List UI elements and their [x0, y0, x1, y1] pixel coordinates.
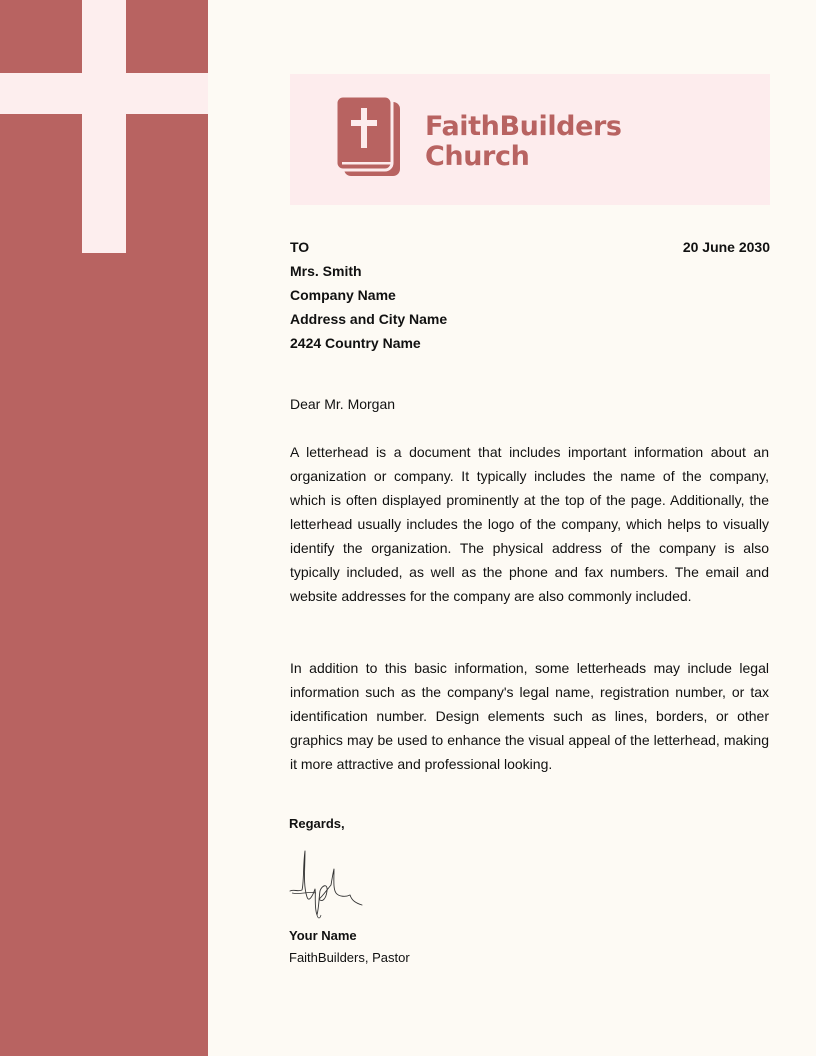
sender-name: Your Name — [289, 928, 357, 943]
recipient-company: Company Name — [290, 287, 396, 303]
cross-vertical-bar — [82, 0, 126, 253]
bible-cross-icon — [336, 96, 402, 178]
body-paragraph-1: A letterhead is a document that includes important information about an organization or company. It typically includes the name of the company, which is often displayed prominently at the top of the page. Additionally, the letterhead usually includes the logo of the company, which helps to visually identify the organization. The physical address of the company is also typically included, as well as the phone and fax numbers. The email and website addresses for the company are also commonly included. — [290, 444, 769, 604]
handwritten-signature — [286, 845, 366, 923]
recipient-country: 2424 Country Name — [290, 335, 421, 351]
cross-horizontal-bar — [0, 73, 208, 114]
recipient-name: Mrs. Smith — [290, 263, 362, 279]
letter-date: 20 June 2030 — [682, 239, 770, 255]
church-name-line2: Church — [425, 141, 530, 172]
recipient-block — [290, 235, 447, 355]
body-paragraph-2: In addition to this basic information, some letterheads may include legal information such as the company's legal name, registration number, or tax identification number. Design elements such as lines, borders, or other graphics may be used to enhance the visual appeal of the letterhead, making it more attractive and professional looking. — [290, 660, 769, 772]
recipient-address: Address and City Name — [290, 311, 448, 327]
sidebar-band — [0, 0, 208, 1056]
letterhead-header — [290, 74, 770, 205]
salutation: Dear Mr. Morgan — [290, 396, 396, 412]
to-label: TO — [290, 239, 310, 255]
sender-title: FaithBuilders, Pastor — [289, 950, 410, 965]
closing-regards: Regards, — [289, 816, 345, 831]
church-name — [425, 112, 725, 172]
church-name-line1: FaithBuilders — [425, 111, 622, 142]
